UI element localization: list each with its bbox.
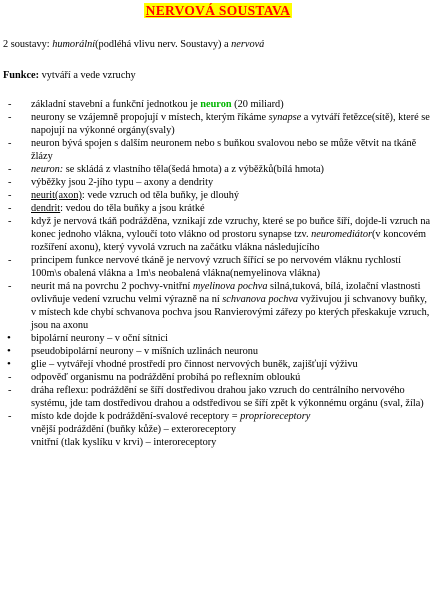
bullet-dash: - <box>8 99 12 110</box>
funkce-text: vytváří a vede vzruchy <box>39 70 136 81</box>
list-item-text: neuron: <box>31 164 64 175</box>
list-item-text: neuromediátor <box>311 229 372 240</box>
intro-paragraph <box>3 38 433 51</box>
list-item-text: neuron bývá spojen s dalším neuronem nebo s buňkou svalovou nebo se může větvit na tkáně žlázy <box>31 138 417 162</box>
list-item <box>0 384 436 410</box>
list-item <box>0 163 436 176</box>
bullet-dash: - <box>8 190 12 201</box>
list-item <box>0 111 436 137</box>
page-title-wrap <box>0 4 436 19</box>
bullet-dash: - <box>8 177 12 188</box>
funkce-label: Funkce: <box>3 70 40 81</box>
list-item <box>0 345 436 358</box>
bullet-dot: • <box>7 345 11 357</box>
funkce-paragraph <box>3 69 433 82</box>
list-item-subline: vnitřní (tlak kyslíku v krvi) – interoreceptory <box>31 437 217 448</box>
list-item-text: glie – vytvářejí vhodné prostředí pro činnost nervových buněk, zajišťují výživu <box>31 359 358 370</box>
bullet-dash: - <box>8 372 12 383</box>
bullet-dash: - <box>8 138 12 149</box>
list-item-text: dendrit <box>31 203 61 214</box>
list-item-text: principem funkce nervové tkáně je nervový vzruch šířící se po nervovém vláknu rychlostí 100m\s obalená vlákna a 1m\s neobalená vlákna(nemyelinova vlákna) <box>31 255 401 279</box>
list-item <box>0 189 436 202</box>
list-item-text: (20 miliard) <box>231 99 284 110</box>
list-item-text: pseudobipolární neurony – v míšních uzlinách neuronu <box>31 346 259 357</box>
list-item-text: neuron <box>200 99 232 110</box>
list-item-text: myelinova pochva <box>192 281 268 292</box>
list-item-text: výběžky jsou 2-jího typu – axony a dendrity <box>31 177 214 188</box>
list-item-text: : vedou do těla buňky a jsou krátké <box>60 203 205 214</box>
bullet-dot: • <box>7 358 11 370</box>
list-item-text: místo kde dojde k podráždění-svalové receptory = <box>31 411 241 422</box>
list-item-text: silná,tuková, bílá, izolační vlastnosti ovlivňuje vedení vzruchu velmi výrazně na ní <box>31 281 421 305</box>
list-item-text: proprioreceptory <box>240 411 311 422</box>
list-item-text: synapse <box>268 112 302 123</box>
intro-humoralni: humorální <box>52 39 96 50</box>
list-item <box>0 98 436 111</box>
list-item-text: základní stavební a funkční jednotkou je <box>31 99 201 110</box>
list-item-text: neurit má na povrchu 2 pochvy-vnitřní <box>31 281 193 292</box>
bullet-dash: - <box>8 216 12 227</box>
bullet-dash: - <box>8 164 12 175</box>
list-item <box>0 410 436 449</box>
list-item <box>0 137 436 163</box>
list-item-text: schvanova pochva <box>222 294 299 305</box>
notes-list <box>0 98 436 449</box>
list-item-text: vyživujou ji schvanovy buňky, v místech kde chybí schvanova pochva jsou Ranvierovými zářezy po kterých přeskakuje vzruch, jsou na axonu <box>31 294 430 331</box>
list-item-text: když je nervová tkáň podrážděna, vznikají zde vzruchy, které se po buňce šíří, dojde-li vzruch na konec jednoho vlákna, vyloučí toto vlákno od prostoru synapse tzv. <box>31 216 431 240</box>
list-item <box>0 280 436 332</box>
list-item-text: bipolární neurony – v oční sítnici <box>31 333 168 344</box>
list-item <box>0 371 436 384</box>
bullet-dash: - <box>8 281 12 292</box>
bullet-dash: - <box>8 255 12 266</box>
list-item <box>0 215 436 254</box>
bullet-dash: - <box>8 385 12 396</box>
list-item <box>0 332 436 345</box>
bullet-dot: • <box>7 332 11 344</box>
list-item <box>0 202 436 215</box>
list-item-text: se skládá z vlastního těla(šedá hmota) a z výběžků(bílá hmota) <box>63 164 324 175</box>
list-item-text: neurony se vzájemně propojují v místech, kterým říkáme <box>31 112 269 123</box>
bullet-dash: - <box>8 411 12 422</box>
intro-text-a: 2 soustavy: <box>3 39 53 50</box>
list-item-text: a vytváří řetězce(sítě), které se napojují na výkonné orgány(svaly) <box>31 112 430 136</box>
intro-nervova: nervová <box>231 39 265 50</box>
bullet-dash: - <box>8 112 12 123</box>
list-item <box>0 254 436 280</box>
list-item-text: : vede vzruch od těla buňky, je dlouhý <box>81 190 240 201</box>
list-item <box>0 176 436 189</box>
list-item-text: dráha reflexu: podráždění se šíří dostředivou drahou jako vzruch do centrálního nervového systému, jde tam dostředivou drahou a odstředivou se šíří zpět k výkonnému orgánu (sval, žíla) <box>31 385 424 409</box>
page-title: NERVOVÁ SOUSTAVA <box>145 3 291 18</box>
list-item-text: (v koncovém rozšíření axonu), který vyvolá vzruch na začátku vlákna následujícího <box>31 229 427 253</box>
list-item <box>0 358 436 371</box>
bullet-dash: - <box>8 203 12 214</box>
list-item-text: neurit(axon) <box>31 190 82 201</box>
list-item-text: odpověď organismu na podráždění probíhá po reflexním obloukú <box>31 372 301 383</box>
intro-text-c: (podléhá vlivu nerv. Soustavy) a <box>95 39 232 50</box>
list-item-subline: vnější podráždění (buňky kůže) – exteroreceptory <box>31 424 236 435</box>
